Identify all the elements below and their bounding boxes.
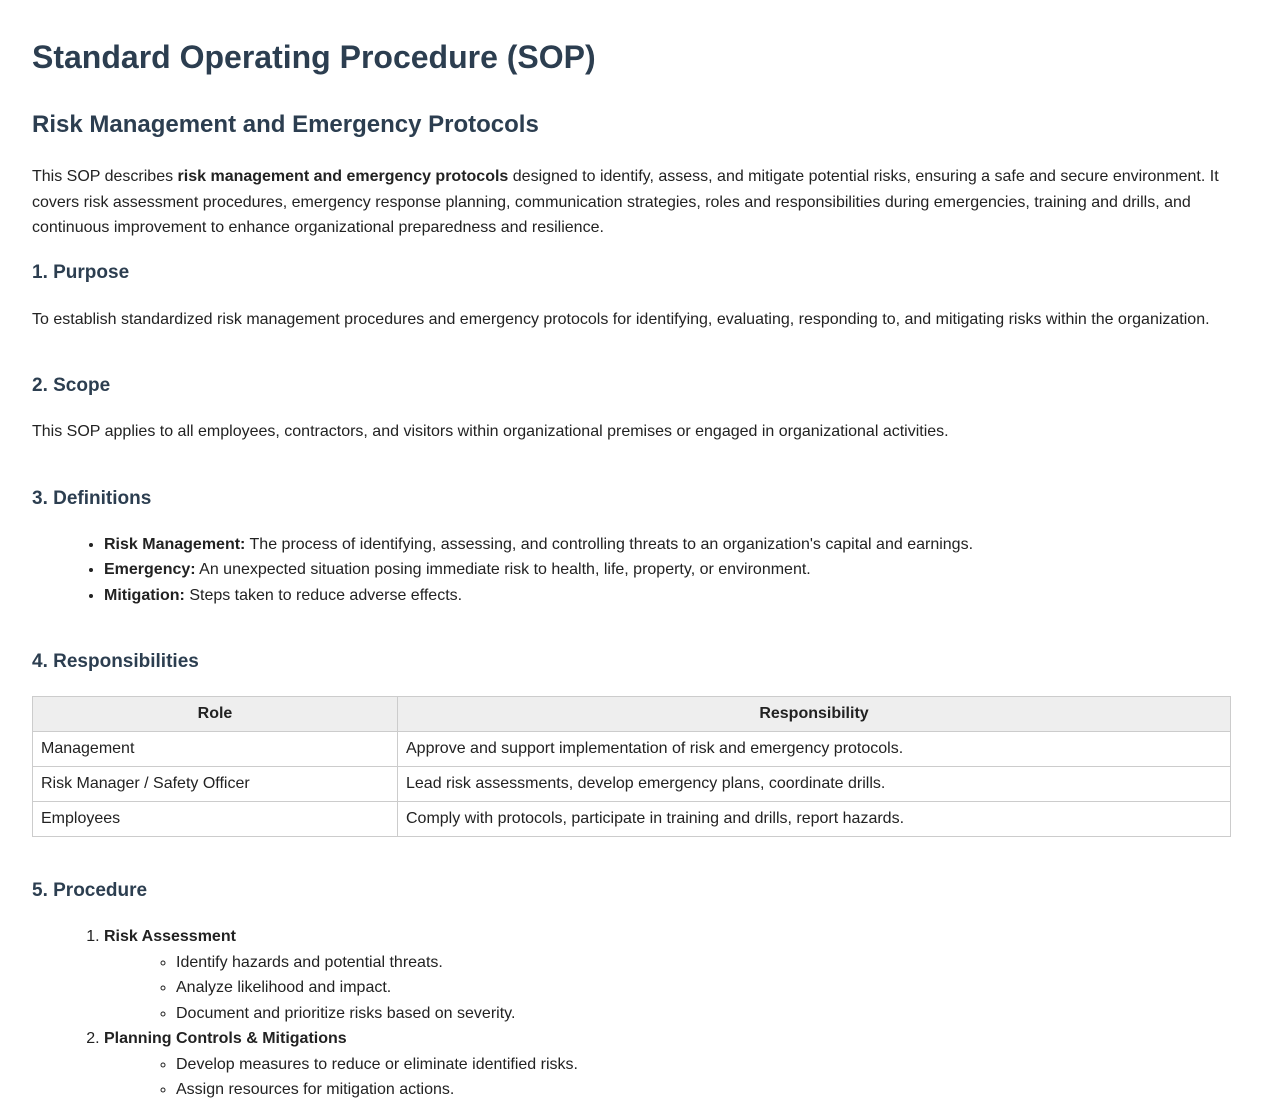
procedure-step-title: Planning Controls & Mitigations: [104, 1030, 347, 1047]
procedure-step-title: Risk Assessment: [104, 928, 236, 945]
procedure-substep-list: [104, 950, 1231, 1027]
definition-text: An unexpected situation posing immediate risk to health, life, property, or environment.: [195, 561, 811, 578]
table-cell-role: Employees: [33, 802, 398, 837]
list-item: ◦ Analyze likelihood and impact.: [176, 975, 1231, 1001]
list-item: ◦ Identify hazards and potential threats.: [176, 950, 1231, 976]
list-item: ◦ Develop measures to reduce or eliminate identified risks.: [176, 1052, 1231, 1078]
procedure-heading: 5. Procedure: [32, 880, 148, 901]
table-row: [33, 802, 1231, 837]
scope-heading: 2. Scope: [32, 375, 111, 396]
purpose-text: To establish standardized risk management procedures and emergency protocols for identifying, evaluating, responding to, and mitigating risks within the organization.: [32, 310, 1210, 328]
procedure-list: [32, 924, 1231, 1103]
table-cell-role: Management: [33, 732, 398, 767]
page-subtitle: Risk Management and Emergency Protocols: [32, 111, 539, 138]
list-item: ◦ Document and prioritize risks based on severity.: [176, 1001, 1231, 1027]
procedure-substep-list: [104, 1052, 1231, 1103]
responsibilities-table: [32, 696, 1231, 837]
table-cell-responsibility: Comply with protocols, participate in training and drills, report hazards.: [398, 802, 1231, 837]
definition-text: The process of identifying, assessing, and controlling threats to an organization's capital and earnings.: [245, 535, 974, 553]
procedure-step: [104, 1026, 1231, 1103]
definitions-list: [32, 532, 1231, 609]
page-title: Standard Operating Procedure (SOP): [32, 39, 596, 75]
procedure-step: [104, 924, 1231, 1026]
table-header-row: [33, 697, 1231, 732]
definition-term: Risk Management:: [104, 535, 246, 553]
table-row: [33, 767, 1231, 802]
intro-prefix: This SOP describes: [32, 168, 178, 185]
table-row: [33, 732, 1231, 767]
table-cell-responsibility: Approve and support implementation of risk and emergency protocols.: [398, 732, 1231, 767]
definition-term: Mitigation:: [104, 586, 185, 604]
responsibilities-heading: 4. Responsibilities: [32, 651, 199, 672]
table-cell-role: Risk Manager / Safety Officer: [33, 767, 398, 802]
intro-bold: risk management and emergency protocols: [177, 168, 509, 185]
list-item: [104, 583, 1231, 609]
list-item: [104, 532, 1231, 558]
definitions-heading: 3. Definitions: [32, 487, 152, 509]
list-item: ◦ Assign resources for mitigation actions.: [176, 1077, 1231, 1103]
list-item: [104, 557, 1231, 583]
purpose-heading: 1. Purpose: [32, 261, 130, 283]
definition-term: Emergency:: [104, 561, 196, 578]
definition-text: Steps taken to reduce adverse effects.: [184, 586, 463, 604]
table-cell-responsibility: Lead risk assessments, develop emergency plans, coordinate drills.: [398, 767, 1231, 802]
column-header-role: Role: [33, 697, 398, 732]
intro-paragraph: [32, 164, 1231, 241]
intro-suffix: designed to identify, assess, and mitigate potential risks, ensuring a safe and secure environment. It covers risk assessment procedures, emergency response planning, communication strategies, roles and responsibilities during emergencies, training and drills, and continuous improvement to enhance organizational preparedness and resilience.: [32, 168, 1219, 236]
scope-text: This SOP applies to all employees, contractors, and visitors within organizational premises or engaged in organizational activities.: [32, 423, 949, 440]
column-header-responsibility: Responsibility: [398, 697, 1231, 732]
